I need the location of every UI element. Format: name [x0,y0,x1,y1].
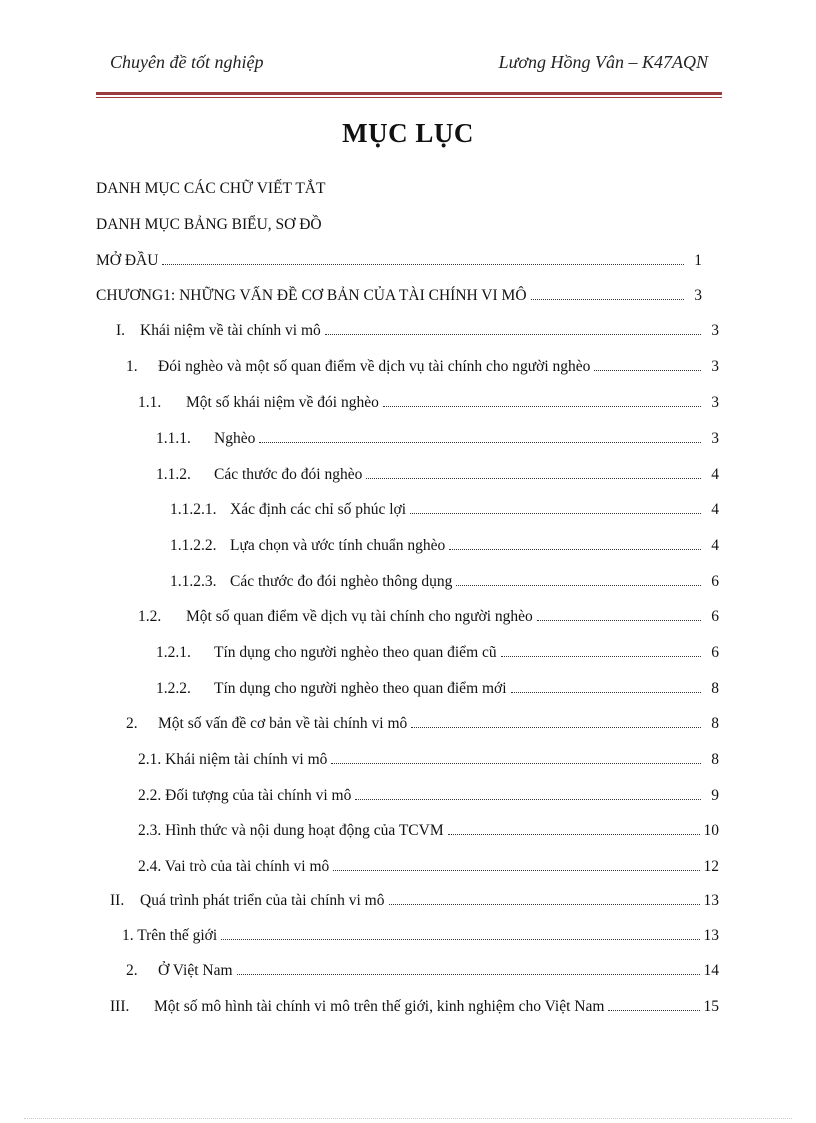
toc-entry[interactable] [138,606,719,628]
toc-entry[interactable] [170,499,719,521]
toc-entry[interactable] [138,749,719,771]
toc-leader [411,713,701,728]
toc-number: II. [110,892,125,909]
toc-number: III. [110,998,130,1015]
toc-page: 3 [711,430,719,447]
toc-entry[interactable] [156,464,719,486]
toc-leader [537,606,701,621]
toc-entry[interactable] [138,856,719,878]
toc-text: 2.1. Khái niệm tài chính vi mô [138,751,328,768]
toc-page: 8 [711,751,719,768]
toc-leader [259,428,701,443]
toc-page: 3 [694,287,702,304]
toc-page: 12 [703,858,719,875]
toc-leader [410,499,701,514]
toc-number: 1.1.2. [156,466,191,483]
toc-entry[interactable] [122,925,719,947]
toc-page: 6 [711,644,719,661]
toc-number: 1.2.2. [156,680,191,697]
toc-number: 1.1. [138,394,162,411]
toc-entry[interactable] [138,820,719,842]
toc-entry[interactable] [96,285,702,307]
toc-entry[interactable] [170,571,719,593]
toc-leader [531,285,684,300]
toc-entry[interactable] [110,996,719,1018]
toc-entry[interactable] [116,320,719,342]
toc-leader [448,820,700,835]
toc-leader [162,250,684,265]
toc-text: Một số khái niệm về đói nghèo [186,394,379,411]
toc-leader [594,356,701,371]
toc-page: 13 [703,927,719,944]
toc-text: Một số quan điểm về dịch vụ tài chính cho người nghèo [186,608,533,625]
toc-text: Tín dụng cho người nghèo theo quan điểm cũ [214,644,497,661]
page-header [96,52,720,78]
toc-page: 3 [711,358,719,375]
toc-page: 4 [711,466,719,483]
toc-text: CHƯƠNG1: NHỮNG VẤN ĐỀ CƠ BẢN CỦA TÀI CHÍNH VI MÔ [96,287,527,304]
toc-page: 1 [694,252,702,269]
page-title: MỤC LỤC [342,118,474,148]
toc-page: 10 [703,822,719,839]
toc-text: Các thước đo đói nghèo thông dụng [230,573,453,590]
toc-text: Một số mô hình tài chính vi mô trên thế giới, kinh nghiệm cho Việt Nam [154,998,605,1015]
toc-entry[interactable] [170,535,719,557]
toc-text: Quá trình phát triển của tài chính vi mô [140,892,385,909]
toc-number: 2. [126,962,138,979]
toc-text: MỞ ĐẦU [96,252,159,269]
toc-entry[interactable] [110,890,719,912]
toc-number: 1.1.2.1. [170,501,217,518]
toc-leader [501,642,701,657]
header-right-text: Lương Hồng Vân – K47AQN [498,52,708,72]
toc-page: 4 [711,501,719,518]
toc-page: 9 [711,787,719,804]
toc-page: 15 [703,998,719,1015]
toc-entry[interactable] [126,356,719,378]
toc-text: Các thước đo đói nghèo [214,466,363,483]
toc-leader [366,464,701,479]
header-rule-thick [96,92,722,95]
toc-page: 14 [703,962,719,979]
toc-text: Đói nghèo và một số quan điểm về dịch vụ tài chính cho người nghèo [158,358,591,375]
toc-number: 1.1.1. [156,430,191,447]
header-rule-thin [96,97,722,98]
toc-page: 13 [703,892,719,909]
toc-text: Xác định các chỉ số phúc lợi [230,501,407,518]
toc-leader [331,749,701,764]
toc-text: 2.3. Hình thức và nội dung hoạt động của TCVM [138,822,444,839]
toc-text: Ở Việt Nam [158,962,233,979]
toc-text: 2.4. Vai trò của tài chính vi mô [138,858,330,875]
page-bottom-edge [24,1118,792,1120]
toc-entry[interactable] [156,428,719,450]
toc-text: Nghèo [214,430,256,447]
toc-text: Khái niệm về tài chính vi mô [140,322,321,339]
toc-page: 8 [711,715,719,732]
toc-text: Lựa chọn và ước tính chuẩn nghèo [230,537,446,554]
front-item-abbreviations: DANH MỤC CÁC CHỮ VIẾT TẮT [96,180,326,197]
toc-leader [383,392,701,407]
toc-entry[interactable] [156,642,719,664]
toc-entry[interactable] [138,785,719,807]
toc-leader [333,856,699,871]
toc-page: 3 [711,394,719,411]
toc-page: 3 [711,322,719,339]
toc-number: 1.2. [138,608,162,625]
toc-number: 1.1.2.3. [170,573,217,590]
header-left-text: Chuyên đề tốt nghiệp [110,52,264,72]
toc-leader [456,571,701,586]
toc-number: 1. [126,358,138,375]
toc-leader [449,535,701,550]
toc-entry[interactable] [156,678,719,700]
toc-entry[interactable] [126,960,719,982]
toc-text: Một số vấn đề cơ bản về tài chính vi mô [158,715,408,732]
toc-leader [237,960,700,975]
toc-leader [325,320,701,335]
toc-number: I. [116,322,126,339]
toc-number: 1.2.1. [156,644,191,661]
front-item-tables: DANH MỤC BẢNG BIỂU, SƠ ĐỒ [96,216,322,233]
toc-leader [355,785,701,800]
toc-entry[interactable] [126,713,719,735]
toc-page: 4 [711,537,719,554]
toc-leader [511,678,701,693]
toc-text: Tín dụng cho người nghèo theo quan điểm mới [214,680,507,697]
toc-page: 6 [711,573,719,590]
toc-page: 6 [711,608,719,625]
toc-leader [608,996,699,1011]
toc-text: 1. Trên thế giới [122,927,218,944]
toc-leader [389,890,700,905]
toc-number: 2. [126,715,138,732]
toc-page: 8 [711,680,719,697]
toc-text: 2.2. Đối tượng của tài chính vi mô [138,787,352,804]
toc-entry[interactable] [96,250,702,272]
toc-entry[interactable] [138,392,719,414]
toc-leader [221,925,699,940]
toc-number: 1.1.2.2. [170,537,217,554]
